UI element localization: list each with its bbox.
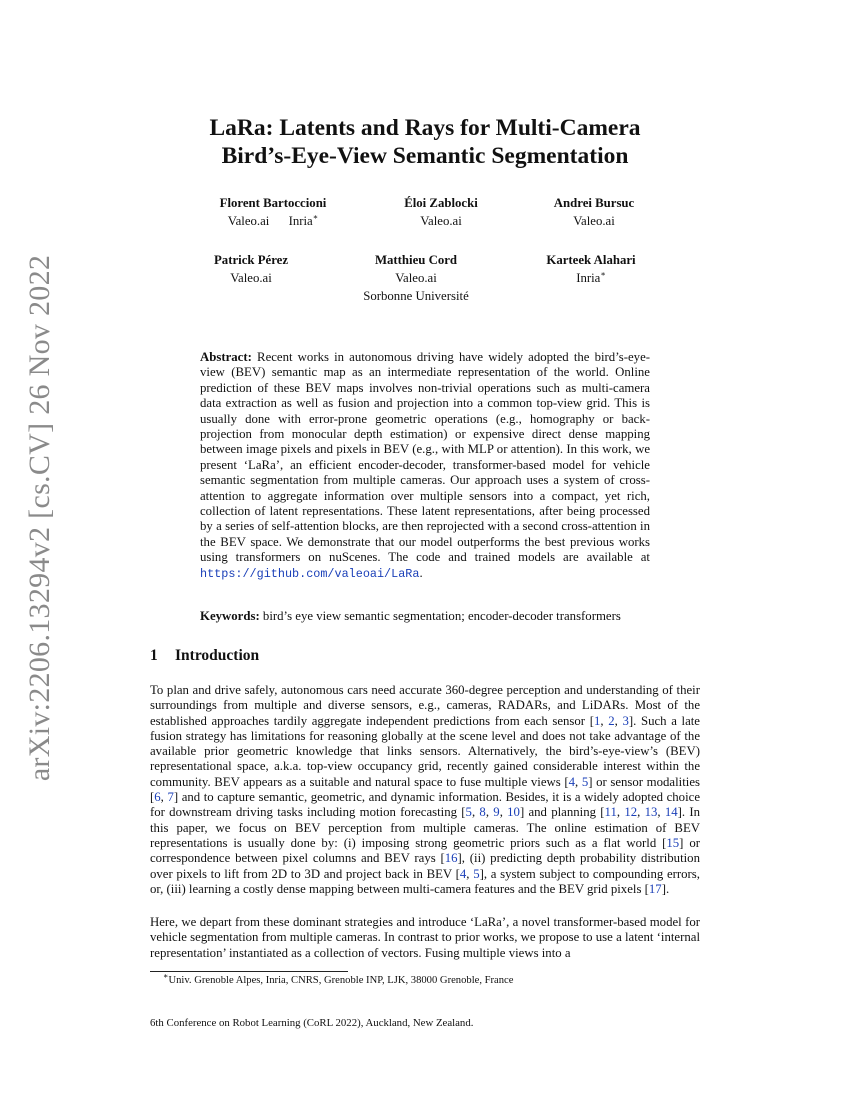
body-text-segment: ,	[637, 805, 645, 820]
body-text-segment: ] or correspondence between pixel columns and BEV rays [	[150, 835, 700, 866]
citation-link[interactable]: 7	[167, 790, 174, 805]
citation-link[interactable]: 13	[644, 805, 658, 820]
body-text-segment: ,	[575, 774, 582, 789]
body-text-segment: ], a system subject to compounding errors, or, (iii) learning a costly dense mapping between multi-camera features and the BEV grid pixels [	[150, 866, 700, 896]
citation-link[interactable]: 14	[664, 805, 678, 820]
keywords-text: bird’s eye view semantic segmentation; encoder-decoder transformers	[262, 609, 621, 623]
citation-link[interactable]: 16	[444, 851, 458, 866]
abstract-text: Recent works in autonomous driving have widely adopted the bird’s-eye-view (BEV) semantic map as an intermediate representation of the world. Online prediction of these BEV maps involves non-trivial operations such as multi-camera data extraction as well as fusion and projection into a common top-view grid. This is usually done with error-prone geometric operations (e.g., homography or back-projection from monocular depth estimation) or expensive direct dense mapping between image pixels and pixels in BEV (e.g., with MLP or attention). In this work, we present ‘LaRa’, an efficient encoder-decoder, transformer-based model for vehicle semantic segmentation from multiple cameras. Our approach uses a system of cross-attention to aggregate information over multiple sensors into a compact, yet rich, collection of latent representations. These latent representations, after being processed by a series of self-attention blocks, are then reprojected with a second cross-attention in the BEV space. We demonstrate that our model outperforms the best previous works using transformers on nuScenes. The code and trained models are available at	[200, 350, 651, 565]
author-affiliation-2: Sorbonne Université	[363, 289, 469, 303]
section-number: 1	[150, 647, 158, 664]
author-name: Éloi Zablocki	[404, 196, 478, 210]
citation-link[interactable]: 8	[479, 805, 486, 820]
body-text-segment: ,	[485, 805, 494, 820]
citation-link[interactable]: 1	[593, 713, 601, 728]
author-name: Karteek Alahari	[546, 253, 636, 267]
title-line-2: Bird’s-Eye-View Semantic Segmentation	[221, 143, 629, 169]
body-text-segment: ,	[657, 805, 665, 820]
section-title: Introduction	[175, 647, 260, 664]
abstract-label: Abstract:	[200, 350, 252, 364]
keywords	[200, 609, 660, 624]
citation-link[interactable]: 6	[154, 790, 161, 805]
citation-link[interactable]: 4	[459, 866, 467, 881]
citation-link[interactable]: 12	[624, 805, 638, 820]
intro-paragraph-2: Here, we depart from these dominant strategies and introduce ‘LaRa’, a novel transformer-based model for vehicle segmentation from multiple cameras. In contrast to prior works, we propose to use a latent ‘internal representation’ instantiated as a collection of vectors. Fusing multiple views into a	[150, 915, 700, 960]
citation-link[interactable]: 17	[648, 881, 662, 896]
citation-link[interactable]: 3	[622, 713, 629, 728]
body-text-segment: ,	[499, 805, 508, 820]
paper-title	[150, 114, 700, 170]
citation-link[interactable]: 5	[465, 805, 472, 820]
author-block	[316, 251, 516, 305]
author-affiliation: Valeo.ai Inria∗	[227, 212, 319, 228]
arxiv-stamp	[15, 254, 65, 782]
footnote-mark: ∗	[163, 971, 169, 981]
body-text-segment: ], (ii) predicting depth probability distribution over pixels to lift from 2D to 3D and project back in BEV [	[150, 851, 700, 881]
section-heading	[150, 647, 259, 665]
body-text-segment: ,	[466, 866, 474, 881]
footnote	[163, 971, 514, 986]
body-text-segment: ,	[600, 713, 609, 728]
citation-link[interactable]: 5	[473, 866, 480, 881]
body-text-segment: ] and to capture semantic, geometric, and dynamic information. Besides, it is a widely adopted choice for downstream driving tasks including motion forecasting [	[150, 790, 700, 820]
author-name: Patrick Pérez	[213, 253, 288, 267]
abstract: Abstract: Recent works in autonomous driving have widely adopted the bird’s-eye-view (BEV) semantic map as an intermediate representation of the world. Online prediction of these BEV maps involves non-trivial operations such as multi-camera data extraction as well as fusion and projection into a common top-view grid. This is usually done with error-prone geometric operations (e.g., homography or back-projection from monocular depth estimation) or expensive direct dense mapping between image pixels and pixels in BEV (e.g., with MLP or attention). In this work, we present ‘LaRa’, an efficient encoder-decoder, transformer-based model for vehicle semantic segmentation from multiple cameras. Our approach uses a system of cross-attention to aggregate information over multiple sensors into a compact, yet rich, collection of latent representations. These latent representations, after being processed by a series of self-attention blocks, are then reprojected with a second cross-attention in the BEV space. We demonstrate that our model outperforms the best previous works using transformers on nuScenes. The code and trained models are available at https://github.com/valeoai/LaRa.	[200, 350, 651, 581]
citation-link[interactable]: 4	[568, 774, 576, 789]
body-text-segment: ] and planning [	[519, 805, 605, 820]
citation-link[interactable]: 2	[608, 713, 615, 728]
body-text-segment: ,	[471, 805, 480, 820]
citation-link[interactable]: 11	[604, 805, 617, 820]
body-text-segment: ,	[614, 713, 623, 728]
intro-paragraph-1	[150, 683, 700, 897]
title-line-1: LaRa: Latents and Rays for Multi-Camera	[209, 115, 641, 141]
author-affiliation: Inria∗	[576, 269, 606, 285]
citation-link[interactable]: 15	[666, 835, 680, 850]
footnote-rule	[150, 971, 348, 972]
venue-note: 6th Conference on Robot Learning (CoRL 2022), Auckland, New Zealand.	[150, 1017, 474, 1029]
author-affiliation: Valeo.ai	[420, 214, 462, 228]
body-text-segment: ]. Such a late fusion strategy has limitations for reasoning globally at the scene level and does not take advantage of the available prior geometric knowledge that links sensors. Alternatively, the bird’s-eye-view’s (BEV) representational space, a.k.a. top-view occupancy grid, recently gained considerable interest within the community. BEV appears as a suitable and natural space to fuse multiple views [	[150, 713, 700, 789]
body-text-segment: ,	[616, 805, 625, 820]
author-name: Matthieu Cord	[374, 253, 458, 267]
author-name: Andrei Bursuc	[553, 196, 635, 210]
author-block	[491, 251, 691, 287]
code-link[interactable]: https://github.com/valeoai/LaRa	[200, 566, 420, 581]
citation-link[interactable]: 10	[507, 805, 520, 820]
citation-link[interactable]: 9	[493, 805, 500, 820]
author-affiliation: Valeo.ai	[230, 271, 272, 285]
footnote-text: Univ. Grenoble Alpes, Inria, CNRS, Grenoble INP, LJK, 38000 Grenoble, France	[168, 975, 514, 986]
body-text-segment: To plan and drive safely, autonomous cars need accurate 360-degree perception and understanding of their surroundings from multiple and diverse sensors, e.g., cameras, RADARs, and LiDARs. Most of the established approaches tardily aggregate independent predictions from each sensor [	[150, 683, 700, 728]
author-affiliation: Valeo.ai	[395, 271, 437, 285]
keywords-label: Keywords:	[200, 609, 260, 623]
author-name: Florent Bartoccioni	[219, 196, 327, 210]
body-text-segment: ,	[160, 790, 168, 805]
body-text-segment: ]. In this paper, we focus on BEV perception from multiple cameras. The online estimation of BEV representations is usually done by: (i) imposing strong geometric priors such as a flat world [	[150, 805, 701, 850]
body-text-segment: ].	[661, 881, 670, 896]
author-block	[494, 194, 694, 230]
body-text-segment: ] or sensor modalities [	[150, 774, 700, 805]
author-affiliation: Valeo.ai	[573, 214, 615, 228]
citation-link[interactable]: 5	[581, 774, 589, 789]
arxiv-id: arXiv:2206.13294v2 [cs.CV] 26 Nov 2022	[23, 254, 56, 782]
